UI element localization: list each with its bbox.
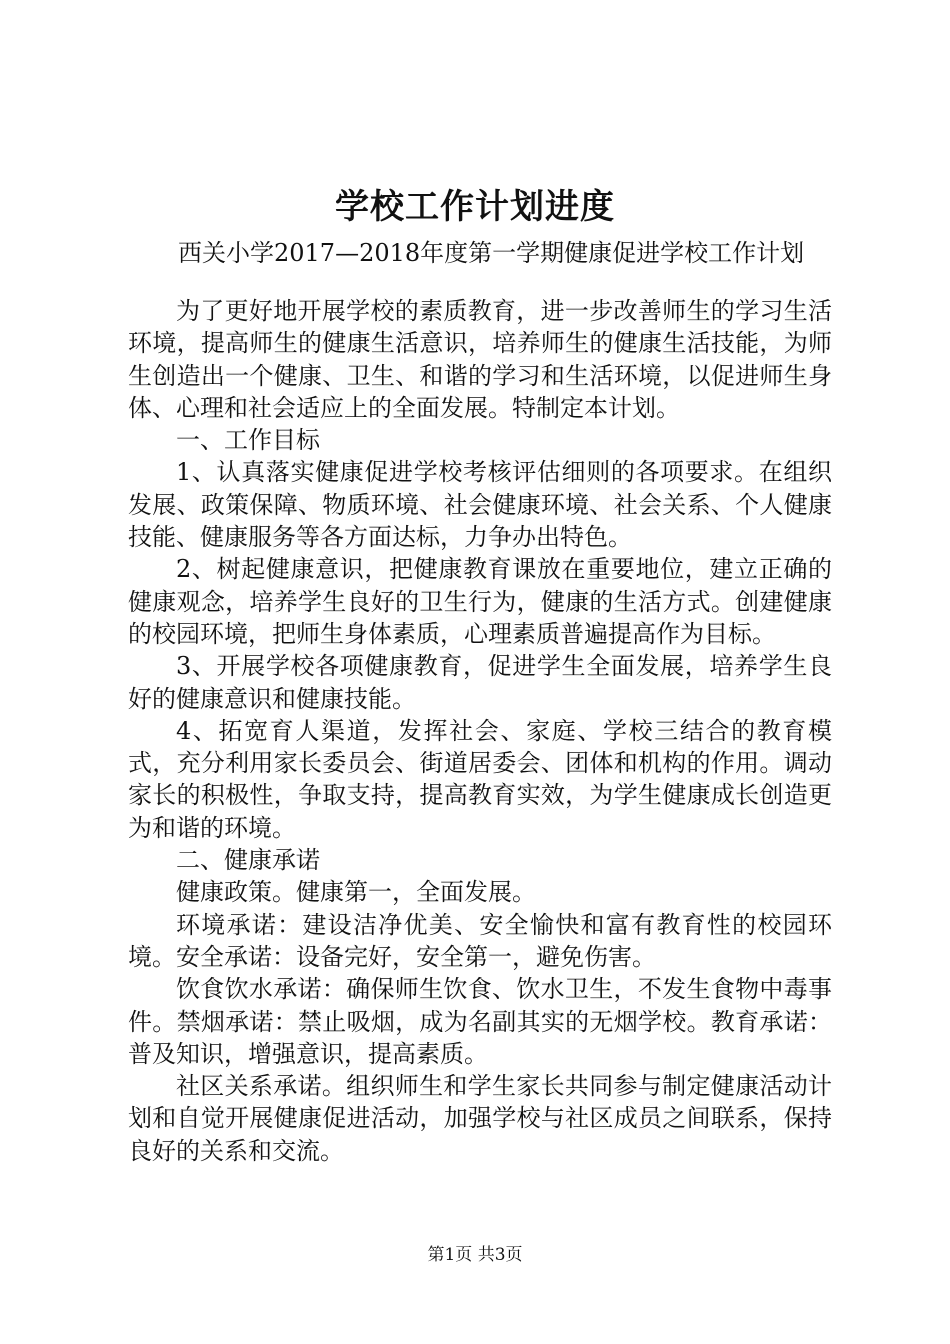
paragraph-goal-1: 1、认真落实健康促进学校考核评估细则的各项要求。在组织发展、政策保障、物质环境、社会健康环境、社会关系、个人健康技能、健康服务等各方面达标，力争办出特色。 — [128, 458, 832, 552]
document-subtitle: 西关小学2017—2018年度第一学期健康促进学校工作计划 — [178, 239, 805, 267]
paragraph-intro: 为了更好地开展学校的素质教育，进一步改善师生的学习生活环境，提高师生的健康生活意识，培养师生的健康生活技能，为师生创造出一个健康、卫生、和谐的学习和生活环境，以促进师生身体、心理和社会适应上的全面发展。特制定本计划。 — [128, 297, 832, 422]
page-footer: 第1页 共3页 — [427, 1245, 523, 1265]
paragraph-goal-3: 3、开展学校各项健康教育，促进学生全面发展，培养学生良好的健康意识和健康技能。 — [128, 652, 832, 713]
heading-health-commitment: 二、健康承诺 — [176, 846, 320, 875]
paragraph-goal-2: 2、树起健康意识，把健康教育课放在重要地位，建立正确的健康观念，培养学生良好的卫生行为，健康的生活方式。创建健康的校园环境，把师生身体素质，心理素质普遍提高作为目标。 — [128, 555, 832, 648]
document-title: 学校工作计划进度 — [335, 187, 615, 227]
paragraph-food-commitment: 饮食饮水承诺：确保师生饮食、饮水卫生，不发生食物中毒事件。禁烟承诺：禁止吸烟，成为名副其实的无烟学校。教育承诺：普及知识，增强意识，提高素质。 — [128, 975, 832, 1068]
heading-work-goals: 一、工作目标 — [176, 426, 320, 455]
paragraph-community-commitment: 社区关系承诺。组织师生和学生家长共同参与制定健康活动计划和自觉开展健康促进活动，加强学校与社区成员之间联系，保持良好的关系和交流。 — [128, 1072, 832, 1165]
paragraph-environment-commitment: 环境承诺：建设洁净优美、安全愉快和富有教育性的校园环境。安全承诺：设备完好，安全第一，避免伤害。 — [128, 910, 832, 971]
document-body — [128, 295, 832, 1167]
paragraph-health-policy: 健康政策。健康第一，全面发展。 — [176, 878, 536, 907]
paragraph-goal-4: 4、拓宽育人渠道，发挥社会、家庭、学校三结合的教育模式，充分利用家长委员会、街道居委会、团体和机构的作用。调动家长的积极性，争取支持，提高教育实效，为学生健康成长创造更为和谐的环境。 — [128, 716, 832, 842]
